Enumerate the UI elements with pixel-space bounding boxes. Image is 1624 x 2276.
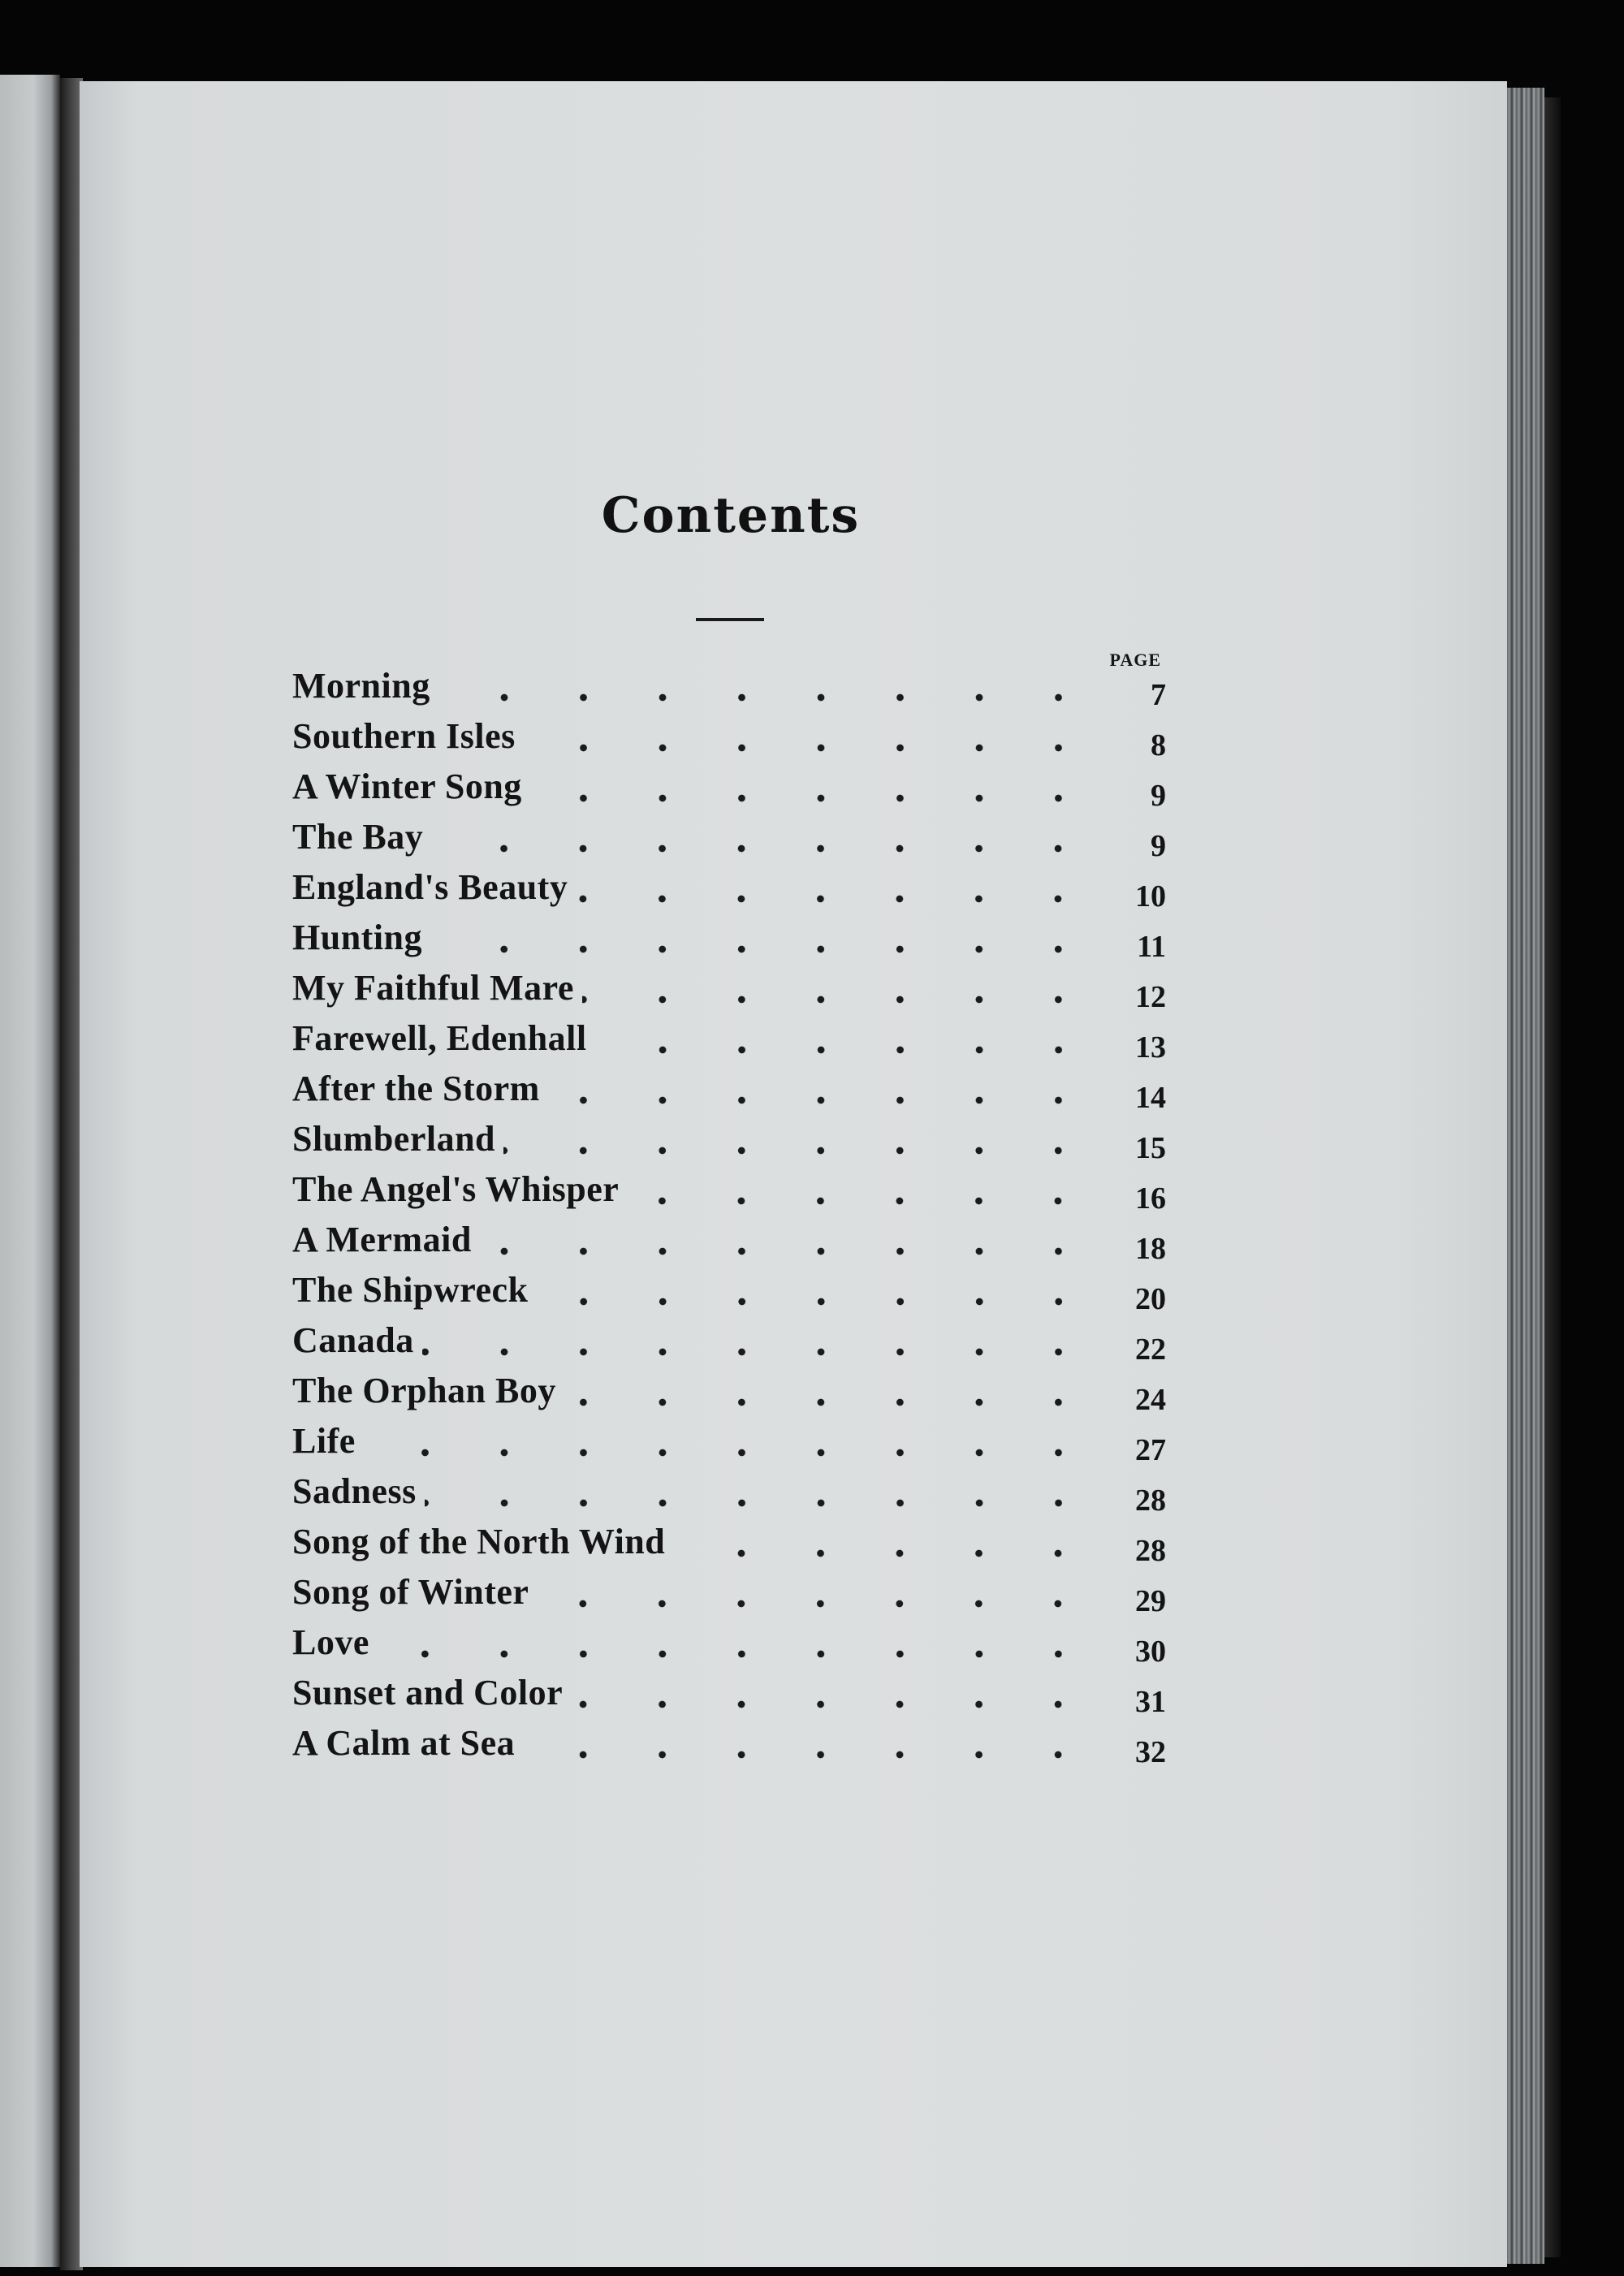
toc-entry-page-number: 20: [1135, 1282, 1166, 1316]
toc-entry: [292, 1165, 1166, 1216]
dot-leader: [438, 680, 1098, 715]
dot-leader: [627, 1183, 1098, 1219]
toc-entry: [292, 964, 1166, 1014]
toc-entry: [292, 1266, 1166, 1316]
toc-entry-title: The Angel's Whisper: [292, 1169, 620, 1209]
toc-entry-title: Life: [292, 1421, 356, 1461]
toc-entry-page-number: 28: [1135, 1534, 1166, 1568]
toc-entry: [292, 913, 1166, 964]
dot-leader: [571, 1686, 1098, 1722]
toc-entry-title: Morning: [292, 666, 430, 706]
toc-entry-page-number: 14: [1135, 1081, 1166, 1115]
toc-entry-page-number: 29: [1135, 1584, 1166, 1618]
toc-entry: [292, 1115, 1166, 1165]
toc-entry-title: The Shipwreck: [292, 1270, 529, 1310]
toc-entry-page-number: 16: [1135, 1181, 1166, 1216]
toc-entry-title: After the Storm: [292, 1069, 540, 1108]
toc-entry: [292, 762, 1166, 813]
dot-leader: [524, 730, 1098, 766]
toc-entry-page-number: 24: [1135, 1383, 1166, 1417]
toc-entry: [292, 1618, 1166, 1669]
toc-entry: [292, 1568, 1166, 1618]
page-title: Contents: [601, 487, 861, 544]
toc-entry-page-number: 22: [1135, 1332, 1166, 1367]
toc-entry: [292, 1669, 1166, 1719]
toc-entry-title: Canada: [292, 1320, 414, 1360]
toc-entry-title: A Winter Song: [292, 767, 522, 806]
dot-leader: [537, 1586, 1098, 1622]
toc-entry-title: England's Beauty: [292, 867, 568, 907]
toc-entry: [292, 1367, 1166, 1417]
toc-entry-page-number: 10: [1135, 879, 1166, 913]
dot-leader: [430, 931, 1098, 967]
dot-leader: [564, 1384, 1098, 1420]
page-edge-stack: [1507, 88, 1544, 2264]
toc-entry-title: Hunting: [292, 918, 423, 957]
toc-entry-page-number: 32: [1135, 1735, 1166, 1769]
toc-entry-page-number: 8: [1151, 728, 1166, 762]
dot-leader: [595, 1032, 1098, 1068]
toc-entry-page-number: 27: [1135, 1433, 1166, 1467]
dot-leader: [422, 1334, 1098, 1370]
toc-entry-title: Southern Isles: [292, 716, 516, 756]
toc-entry-page-number: 9: [1151, 829, 1166, 863]
dot-leader: [503, 1133, 1098, 1168]
toc-entry-title: Song of the North Wind: [292, 1522, 666, 1561]
toc-entry-page-number: 7: [1151, 678, 1166, 712]
dot-leader: [425, 1485, 1098, 1521]
toc-entry-title: Love: [292, 1622, 369, 1662]
dot-leader: [364, 1435, 1098, 1471]
toc-entry: [292, 863, 1166, 913]
toc-entry: [292, 1518, 1166, 1568]
toc-entry-title: Farewell, Edenhall: [292, 1018, 587, 1058]
facing-page-edge: [0, 75, 60, 2267]
toc-entry-page-number: 18: [1135, 1232, 1166, 1266]
toc-entry-title: A Mermaid: [292, 1220, 472, 1259]
toc-entry-page-number: 15: [1135, 1131, 1166, 1165]
dot-leader: [480, 1233, 1098, 1269]
dot-leader: [548, 1082, 1098, 1118]
toc-entry-page-number: 13: [1135, 1030, 1166, 1065]
toc-entry-title: The Bay: [292, 817, 424, 857]
toc-entry-page-number: 31: [1135, 1685, 1166, 1719]
toc-entry: [292, 1316, 1166, 1367]
toc-entry-page-number: 30: [1135, 1635, 1166, 1669]
toc-entry-title: Song of Winter: [292, 1572, 529, 1612]
page-edge-shadow: [1544, 97, 1561, 2257]
dot-leader: [576, 881, 1098, 917]
toc-entry: [292, 1065, 1166, 1115]
toc-entry-title: Sadness: [292, 1471, 417, 1511]
toc-entry-title: Slumberland: [292, 1119, 496, 1159]
page-column-header: PAGE: [1109, 650, 1161, 670]
toc-entry: [292, 662, 1166, 712]
table-of-contents: [292, 662, 1166, 1769]
toc-entry-title: The Orphan Boy: [292, 1371, 556, 1410]
toc-entry-title: A Calm at Sea: [292, 1723, 516, 1763]
toc-entry: [292, 813, 1166, 863]
dot-leader: [673, 1535, 1098, 1571]
toc-entry-title: Sunset and Color: [292, 1673, 564, 1712]
toc-entry-page-number: 28: [1135, 1484, 1166, 1518]
toc-entry-title: My Faithful Mare: [292, 968, 574, 1008]
dot-leader: [537, 1284, 1098, 1319]
toc-entry-page-number: 11: [1137, 930, 1166, 964]
title-divider: [696, 618, 764, 621]
dot-leader: [431, 831, 1098, 866]
dot-leader: [530, 780, 1098, 816]
toc-entry: [292, 712, 1166, 762]
toc-entry: [292, 1014, 1166, 1065]
toc-entry: [292, 1467, 1166, 1518]
toc-entry-page-number: 9: [1151, 779, 1166, 813]
dot-leader: [523, 1737, 1098, 1773]
dot-leader: [582, 982, 1098, 1017]
toc-entry-page-number: 12: [1135, 980, 1166, 1014]
dot-leader: [378, 1636, 1098, 1672]
toc-entry: [292, 1216, 1166, 1266]
toc-entry: [292, 1719, 1166, 1769]
toc-entry: [292, 1417, 1166, 1467]
